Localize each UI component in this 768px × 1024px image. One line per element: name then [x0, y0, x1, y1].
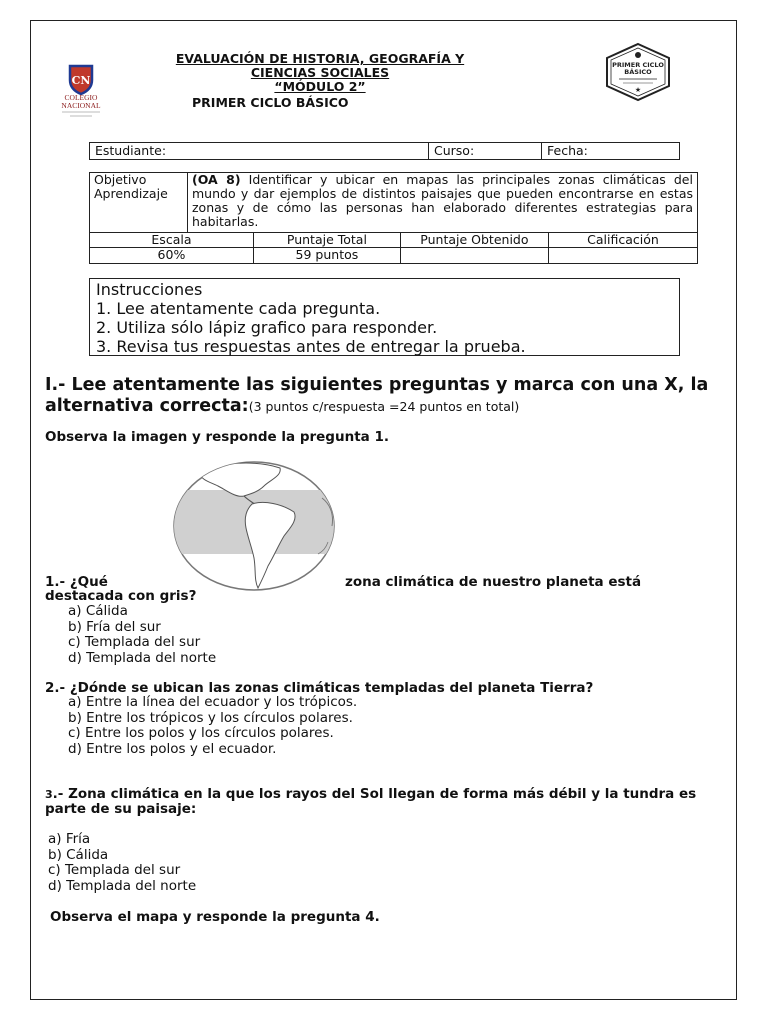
scale-value: 60% [90, 248, 254, 264]
q1-prefix: 1.- ¿Qué [45, 574, 108, 590]
instruction-item: 1. Lee atentamente cada pregunta. [96, 299, 381, 318]
instruction-item: 2. Utiliza sólo lápiz grafico para responder. [96, 318, 438, 337]
svg-text:COLEGIO: COLEGIO [64, 93, 98, 102]
obtained-score-header: Puntaje Obtenido [400, 233, 548, 248]
q3-option-d[interactable]: d) Templada del norte [48, 877, 197, 894]
q1-option-c[interactable]: c) Templada del sur [68, 634, 201, 650]
student-name-field[interactable]: Estudiante: [90, 143, 429, 159]
title-line-1: EVALUACIÓN DE HISTORIA, GEOGRAFÍA Y [175, 51, 465, 66]
q1-option-b[interactable]: b) Fría del sur [68, 618, 161, 635]
total-score-header: Puntaje Total [253, 233, 400, 248]
q3-option-b[interactable]: b) Cálida [48, 846, 109, 863]
q1-text-end: destacada con gris? [45, 588, 197, 604]
student-info-row [89, 142, 680, 160]
section-points-note: (3 puntos c/respuesta =24 puntos en total) [248, 399, 520, 414]
q2-options [68, 695, 357, 757]
q2-option-d[interactable]: d) Entre los polos y el ecuador. [68, 740, 277, 757]
q3-text [45, 787, 725, 817]
grade-field[interactable] [548, 248, 697, 264]
school-logo [48, 62, 114, 120]
q2-text: 2.- ¿Dónde se ubican las zonas climáticas templadas del planeta Tierra? [45, 680, 594, 696]
globe-image [170, 458, 338, 594]
instruction-item: 3. Revisa tus respuestas antes de entregar la prueba. [96, 337, 526, 356]
q1-text: zona climática de nuestro planeta está [345, 574, 642, 590]
exam-title [140, 52, 500, 94]
course-field[interactable]: Curso: [429, 143, 542, 159]
q1-option-d[interactable]: d) Templada del norte [68, 649, 217, 666]
instructions-title: Instrucciones [96, 280, 203, 299]
obtained-score-field[interactable] [400, 248, 548, 264]
section-instruction: I.- Lee atentamente las siguientes preguntas y marca con una X, la alternativa correcta: [45, 375, 709, 416]
section-heading [45, 375, 735, 417]
objective-description [188, 173, 698, 233]
title-line-3: “MÓDULO 2” [274, 79, 366, 94]
svg-text:CN: CN [71, 74, 91, 87]
observe-image-prompt: Observa la imagen y responde la pregunta 1. [45, 429, 389, 445]
q2-option-a[interactable]: a) Entre la línea del ecuador y los trópicos. [68, 694, 358, 710]
svg-text:PRIMER CICLO: PRIMER CICLO [612, 61, 664, 69]
exam-subtitle: PRIMER CICLO BÁSICO [192, 95, 349, 110]
date-field[interactable]: Fecha: [547, 143, 588, 158]
scale-header: Escala [90, 233, 254, 248]
q2-option-c[interactable]: c) Entre los polos y los círculos polares. [68, 725, 334, 741]
q3-option-c[interactable]: c) Templada del sur [48, 862, 181, 878]
svg-text:BÁSICO: BÁSICO [624, 68, 652, 76]
q3-body: .- Zona climática en la que los rayos del Sol llegan de forma más débil y la tundra es parte de su paisaje: [45, 786, 697, 817]
total-score-value: 59 puntos [253, 248, 400, 264]
q3-option-a[interactable]: a) Fría [48, 831, 91, 847]
objective-table [89, 172, 698, 264]
grade-header: Calificación [548, 233, 697, 248]
objective-label: Objetivo Aprendizaje [90, 173, 188, 233]
objective-text: Identificar y ubicar en mapas las principales zonas climáticas del mundo y dar ejemplos de distintos paisajes que pueden encontrarse en estas zonas y de cómo las personas han elaborado diferentes estrategias para habitarlas. [192, 172, 693, 229]
observe-map-prompt: Observa el mapa y responde la pregunta 4. [50, 909, 380, 925]
q1-options [68, 604, 216, 666]
svg-text:★: ★ [634, 86, 642, 94]
cycle-badge [603, 42, 673, 102]
instructions-box [89, 278, 680, 356]
q2-option-b[interactable]: b) Entre los trópicos y los círculos polares. [68, 709, 353, 726]
objective-code: (OA 8) [192, 172, 241, 187]
title-line-2: CIENCIAS SOCIALES [250, 65, 390, 80]
svg-text:NACIONAL: NACIONAL [61, 101, 101, 110]
q3-options [48, 832, 196, 894]
q1-option-a[interactable]: a) Cálida [68, 603, 128, 619]
q3-number: 3 [45, 788, 53, 801]
